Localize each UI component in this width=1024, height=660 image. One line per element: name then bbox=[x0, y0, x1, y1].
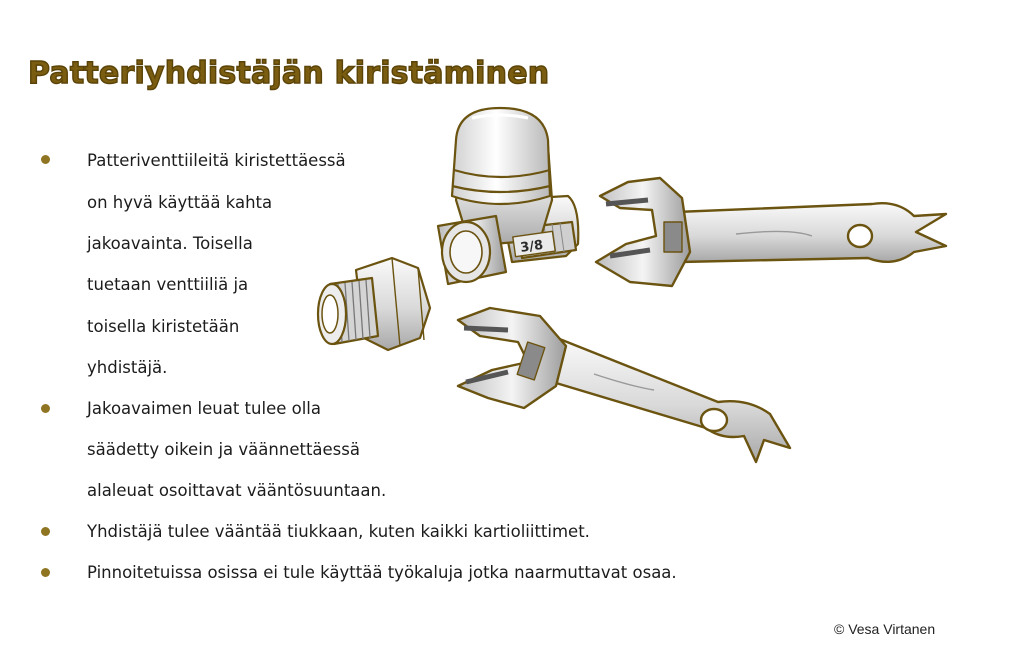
adjustable-wrench-lower-icon bbox=[458, 308, 790, 462]
bullet-2-line-2: säädetty oikein ja väännettäessä bbox=[87, 440, 360, 459]
page-title: Patteriyhdistäjän kiristäminen bbox=[28, 56, 550, 91]
copyright-credit: © Vesa Virtanen bbox=[834, 621, 936, 637]
bullet-1-line-5: toisella kiristetään bbox=[87, 317, 240, 336]
bullet-4-line-1: Pinnoitetuissa osissa ei tule käyttää työkaluja jotka naarmuttavat osaa. bbox=[87, 563, 677, 582]
bullet-1-line-6: yhdistäjä. bbox=[87, 358, 168, 377]
adjustable-wrench-upper-icon bbox=[596, 178, 946, 286]
radiator-valve-icon bbox=[438, 108, 578, 284]
bullet-2-line-3: alaleuat osoittavat vääntösuuntaan. bbox=[87, 481, 387, 500]
bullet-2-line-1: Jakoavaimen leuat tulee olla bbox=[87, 399, 321, 418]
union-coupling-icon bbox=[318, 258, 430, 350]
bullet-3-line-1: Yhdistäjä tulee vääntää tiukkaan, kuten kaikki kartioliittimet. bbox=[87, 522, 590, 541]
bullet-1-line-2: on hyvä käyttää kahta bbox=[87, 193, 273, 212]
bullet-1-line-1: Patteriventtiileitä kiristettäessä bbox=[87, 151, 346, 170]
bullet-1-line-3: jakoavainta. Toisella bbox=[87, 234, 253, 253]
valve-marking: 3/8 bbox=[519, 237, 545, 256]
bullet-1-line-4: tuetaan venttiiliä ja bbox=[87, 275, 249, 294]
